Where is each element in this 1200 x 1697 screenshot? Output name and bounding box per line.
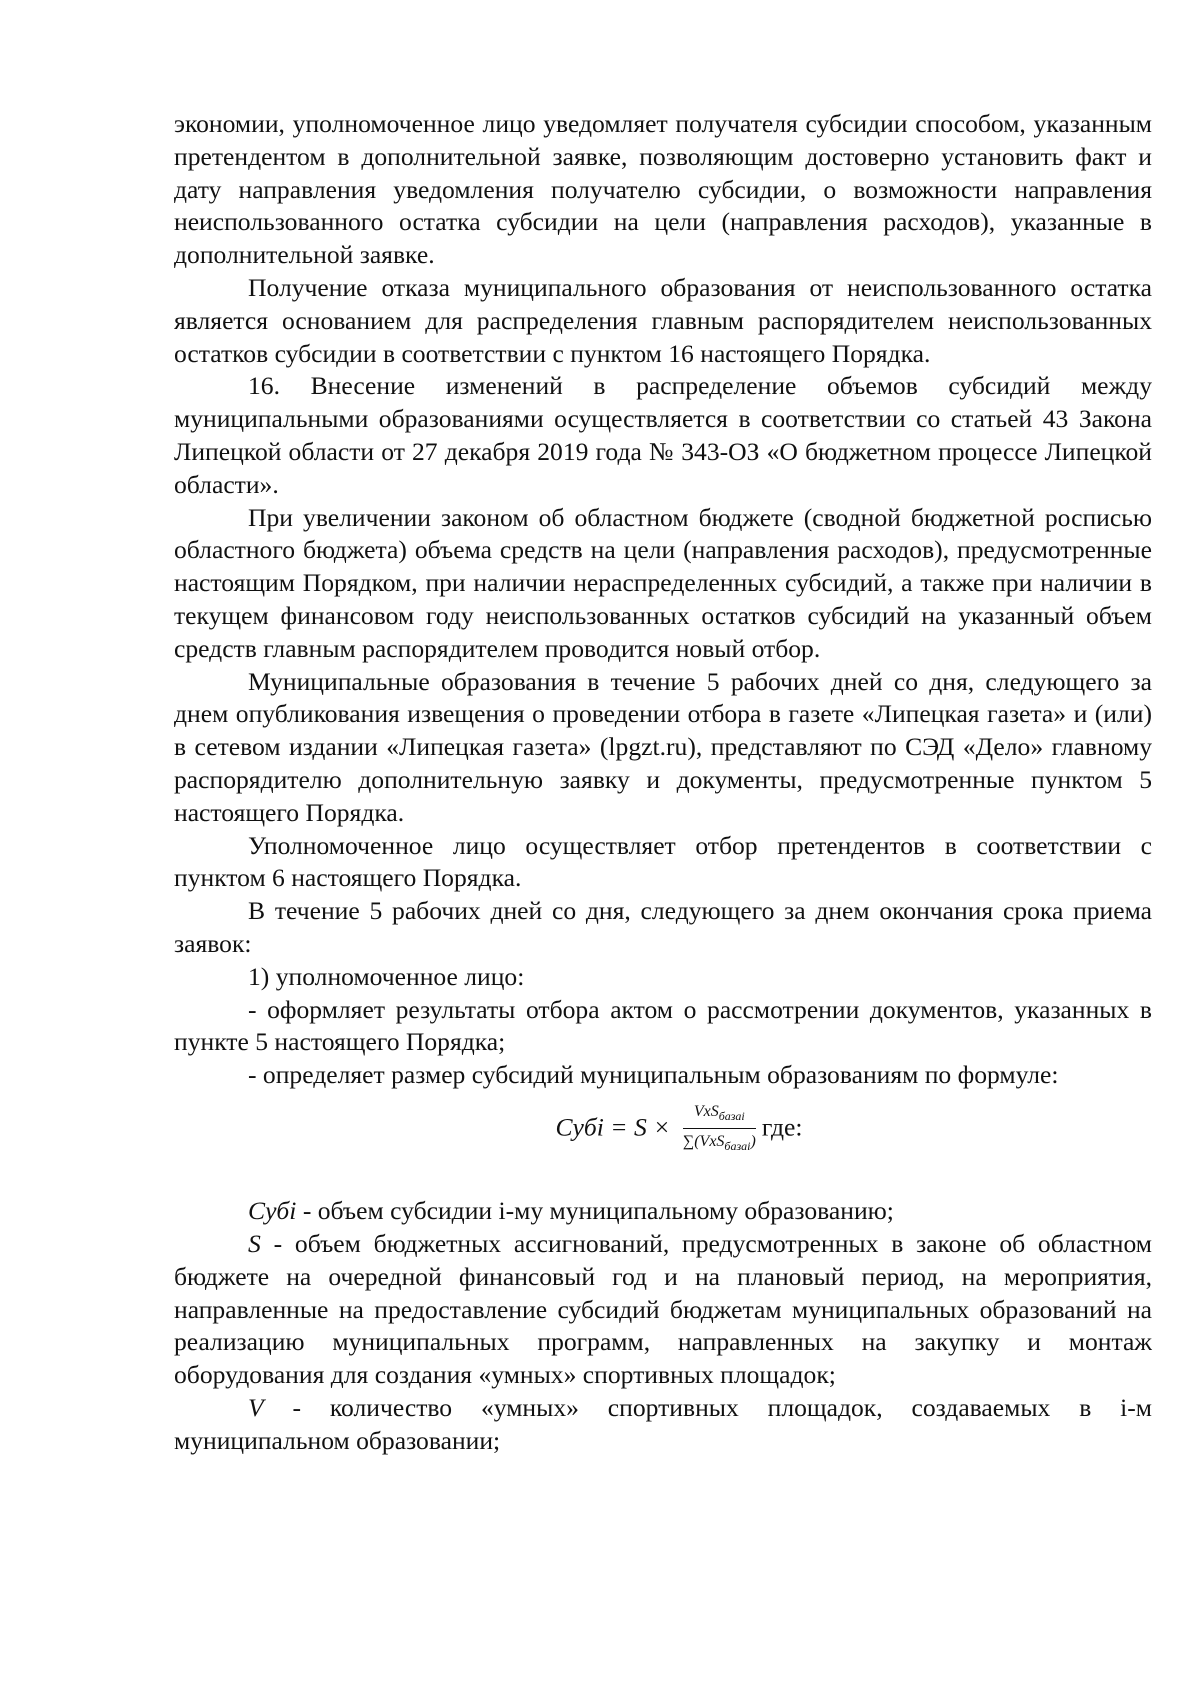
denominator-close: ) <box>750 1133 756 1151</box>
formula-tail: где: <box>761 1112 803 1142</box>
numerator-main: VxS <box>693 1102 719 1120</box>
formula-lhs: Субi <box>555 1112 604 1142</box>
paragraph-3: 16. Внесение изменений в распределение объемов субсидий между муниципальными образованиями осуществляется в соответствии со статьей 43 Закона Липецкой области от 27 декабря 2019 года № 343-ОЗ «О бюджетном процессе Липецкой области». <box>174 371 1152 499</box>
document-page <box>174 108 1152 1458</box>
paragraph-2: Получение отказа муниципального образования от неиспользованного остатка является основанием для распределения главным распорядителем неиспользованных остатков субсидии в соответствии с пунктом 16 настоящего Порядка. <box>174 272 1152 368</box>
numerator-sub: базаi <box>718 1109 745 1124</box>
paragraph-1: экономии, уполномоченное лицо уведомляет получателя субсидии способом, указанным претендентом в дополнительной заявке, позволяющим достоверно установить факт и дату направления уведомления получателю субсидии, о возможности направления неиспользованного остатка субсидии на цели (направления расходов), указанные в дополнительной заявке. <box>174 109 1152 270</box>
definition-s <box>174 1228 1152 1392</box>
paragraph-10: - определяет размер субсидий муниципальным образованиям по формуле: <box>248 1060 1059 1090</box>
subsidy-formula <box>174 1102 1152 1157</box>
definition-v <box>174 1392 1152 1458</box>
definition-s-var: S <box>248 1229 261 1259</box>
definition-v-text: - количество «умных» спортивных площадок, создаваемых в i-м муниципальном образовании; <box>174 1393 1152 1455</box>
definition-s-text: - объем бюджетных ассигнований, предусмотренных в законе об областном бюджете на очередной финансовый год и на плановый период, на мероприятия, направленные на предоставление субсидий бюджетам муниципальных образований на реализацию муниципальных программ, направленных на закупку и монтаж оборудования для создания «умных» спортивных площадок; <box>174 1229 1152 1390</box>
formula-numerator <box>683 1102 756 1129</box>
paragraph-6: Уполномоченное лицо осуществляет отбор претендентов в соответствии с пунктом 6 настоящего Порядка. <box>174 830 1152 893</box>
definition-subi-text: - объем субсидии i-му муниципальному образованию; <box>296 1196 894 1226</box>
denominator-open: ∑(VxS <box>682 1133 725 1151</box>
paragraph-5: Муниципальные образования в течение 5 рабочих дней со дня, следующего за днем опубликования извещения о проведении отбора в газете «Липецкая газета» и (или) в сетевом издании «Липецкая газета» (lpgzt.ru), представляют по СЭД «Дело» главному распорядителю дополнительную заявку и документы, предусмотренные пунктом 5 настоящего Порядка. <box>174 666 1152 827</box>
paragraph-4: При увеличении законом об областном бюджете (сводной бюджетной росписью областного бюджета) объема средств на цели (направления расходов), предусмотренные настоящим Порядком, при наличии нераспределенных субсидий, а также при наличии в текущем финансовом году неиспользованных остатков субсидий на указанный объем средств главным распорядителем проводится новый отбор. <box>174 502 1152 663</box>
formula-denominator <box>683 1129 756 1157</box>
formula-fraction <box>683 1102 756 1157</box>
definition-subi <box>174 1195 1152 1228</box>
definition-subi-var: Субi <box>248 1196 297 1226</box>
paragraph-7: В течение 5 рабочих дней со дня, следующего за днем окончания срока приема заявок: <box>174 896 1152 958</box>
denominator-sub: базаi <box>724 1139 751 1154</box>
paragraph-9: - оформляет результаты отбора актом о рассмотрении документов, указанных в пункте 5 настоящего Порядка; <box>174 994 1152 1057</box>
paragraph-8: 1) уполномоченное лицо: <box>248 961 525 991</box>
definition-v-var: V <box>248 1393 264 1423</box>
formula-s-times: = S × <box>603 1112 677 1142</box>
